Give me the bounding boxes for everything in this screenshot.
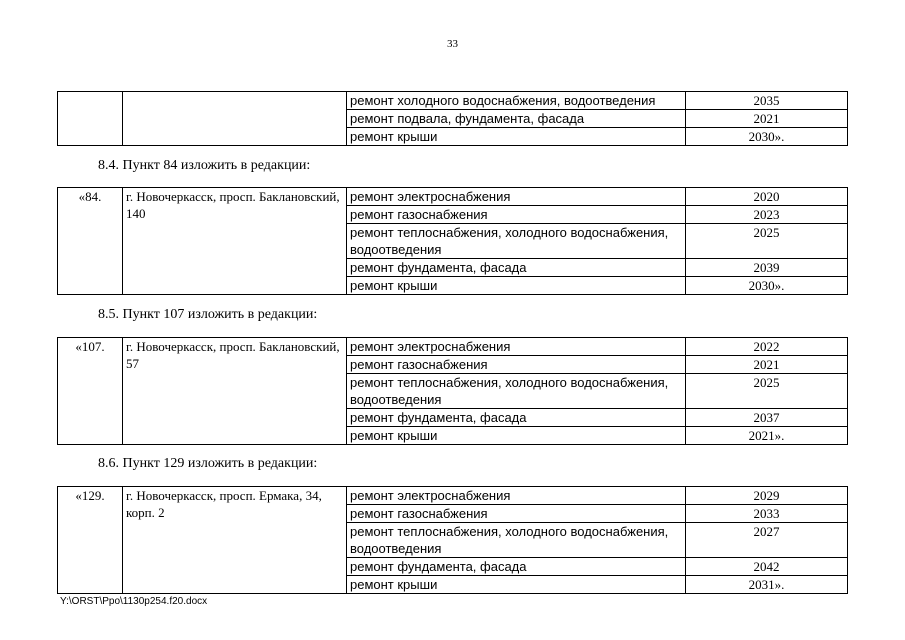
year-cell: 2023 <box>686 206 848 224</box>
item-number: «84. <box>58 188 123 295</box>
footer-file-path: Y:\ORST\Ppo\1130p254.f20.docx <box>60 596 208 607</box>
year-cell: 2042 <box>686 558 848 576</box>
table-row <box>58 487 848 505</box>
address-cell <box>123 92 347 146</box>
work-cell: ремонт фундамента, фасада <box>347 558 686 576</box>
item-number: «129. <box>58 487 123 594</box>
address-cell: г. Новочеркасск, просп. Ермака, 34, корп. 2 <box>123 487 347 594</box>
work-cell: ремонт фундамента, фасада <box>347 259 686 277</box>
work-cell: ремонт теплоснабжения, холодного водоснабжения, водоотведения <box>347 224 686 259</box>
year-cell: 2035 <box>686 92 848 110</box>
work-cell: ремонт холодного водоснабжения, водоотведения <box>347 92 686 110</box>
work-cell: ремонт фундамента, фасада <box>347 409 686 427</box>
address-cell: г. Новочеркасск, просп. Баклановский, 140 <box>123 188 347 295</box>
year-cell: 2037 <box>686 409 848 427</box>
year-cell: 2039 <box>686 259 848 277</box>
work-cell: ремонт электроснабжения <box>347 188 686 206</box>
table-row <box>58 338 848 356</box>
address-table <box>57 91 848 146</box>
year-cell: 2025 <box>686 374 848 409</box>
year-cell: 2030». <box>686 277 848 295</box>
year-cell: 2021 <box>686 110 848 128</box>
page-number: 33 <box>447 38 458 50</box>
work-cell: ремонт крыши <box>347 576 686 594</box>
work-cell: ремонт газоснабжения <box>347 356 686 374</box>
item-number: «107. <box>58 338 123 445</box>
year-cell: 2021 <box>686 356 848 374</box>
year-cell: 2029 <box>686 487 848 505</box>
work-cell: ремонт газоснабжения <box>347 206 686 224</box>
address-table <box>57 187 848 295</box>
address-table <box>57 337 848 445</box>
work-cell: ремонт подвала, фундамента, фасада <box>347 110 686 128</box>
work-cell: ремонт теплоснабжения, холодного водоснабжения, водоотведения <box>347 374 686 409</box>
paragraph-8-5: 8.5. Пункт 107 изложить в редакции: <box>98 307 318 322</box>
paragraph-8-6: 8.6. Пункт 129 изложить в редакции: <box>98 456 318 471</box>
paragraph-8-4: 8.4. Пункт 84 изложить в редакции: <box>98 158 311 173</box>
work-cell: ремонт электроснабжения <box>347 338 686 356</box>
work-cell: ремонт электроснабжения <box>347 487 686 505</box>
year-cell: 2027 <box>686 523 848 558</box>
work-cell: ремонт теплоснабжения, холодного водоснабжения, водоотведения <box>347 523 686 558</box>
year-cell: 2031». <box>686 576 848 594</box>
year-cell: 2021». <box>686 427 848 445</box>
year-cell: 2022 <box>686 338 848 356</box>
year-cell: 2033 <box>686 505 848 523</box>
work-cell: ремонт газоснабжения <box>347 505 686 523</box>
year-cell: 2020 <box>686 188 848 206</box>
year-cell: 2025 <box>686 224 848 259</box>
address-cell: г. Новочеркасск, просп. Баклановский, 57 <box>123 338 347 445</box>
item-number <box>58 92 123 146</box>
work-cell: ремонт крыши <box>347 427 686 445</box>
work-cell: ремонт крыши <box>347 128 686 146</box>
year-cell: 2030». <box>686 128 848 146</box>
table-row <box>58 188 848 206</box>
address-table <box>57 486 848 594</box>
work-cell: ремонт крыши <box>347 277 686 295</box>
table-row <box>58 92 848 110</box>
